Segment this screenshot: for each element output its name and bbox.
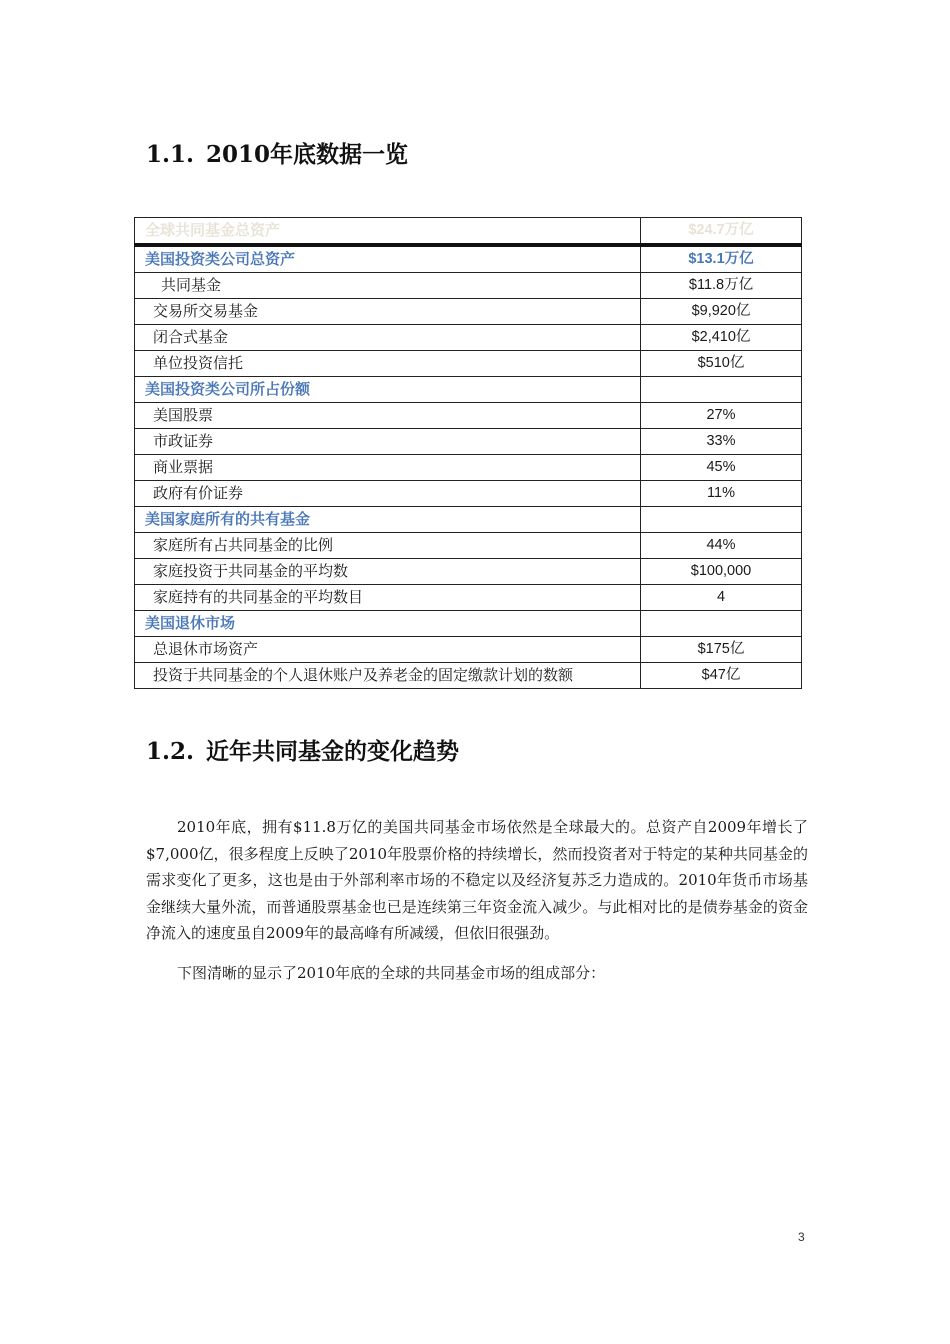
row-value — [641, 507, 802, 533]
section-title: 2010年底数据一览 — [206, 141, 409, 168]
table-row — [135, 585, 802, 611]
row-value: $2,410亿 — [641, 325, 802, 351]
table-header-row — [135, 218, 802, 246]
section-title: 近年共同基金的变化趋势 — [206, 738, 460, 765]
table-row — [135, 481, 802, 507]
page-number: 3 — [798, 1230, 805, 1244]
header-label: 全球共同基金总资产 — [135, 218, 641, 246]
table-row — [135, 559, 802, 585]
row-value: 33% — [641, 429, 802, 455]
row-value: 11% — [641, 481, 802, 507]
row-label: 美国家庭所有的共有基金 — [135, 507, 641, 533]
row-value: $9,920亿 — [641, 299, 802, 325]
body-paragraph: 下图清晰的显示了2010年底的全球的共同基金市场的组成部分： — [177, 964, 606, 982]
section-number: 1.2. — [146, 738, 195, 765]
row-label: 家庭持有的共同基金的平均数目 — [135, 585, 641, 611]
section-heading-1-1 — [146, 136, 408, 169]
row-value: $510亿 — [641, 351, 802, 377]
row-value: 4 — [641, 585, 802, 611]
row-label: 美国退休市场 — [135, 611, 641, 637]
table-row — [135, 637, 802, 663]
row-value: 45% — [641, 455, 802, 481]
row-value: $175亿 — [641, 637, 802, 663]
row-label: 投资于共同基金的个人退休账户及养老金的固定缴款计划的数额 — [135, 663, 641, 689]
row-label: 政府有价证券 — [135, 481, 641, 507]
fund-data-table — [134, 217, 802, 689]
row-label: 家庭投资于共同基金的平均数 — [135, 559, 641, 585]
table-row — [135, 429, 802, 455]
header-value: $24.7万亿 — [641, 218, 802, 246]
table-row — [135, 455, 802, 481]
row-label: 美国股票 — [135, 403, 641, 429]
row-value: $100,000 — [641, 559, 802, 585]
table-row — [135, 325, 802, 351]
row-label: 单位投资信托 — [135, 351, 641, 377]
table-row — [135, 299, 802, 325]
row-label: 共同基金 — [135, 273, 641, 299]
table-section-row — [135, 245, 802, 273]
row-value: 44% — [641, 533, 802, 559]
row-label: 家庭所有占共同基金的比例 — [135, 533, 641, 559]
table-row — [135, 663, 802, 689]
table-row — [135, 403, 802, 429]
row-label: 市政证券 — [135, 429, 641, 455]
table-row — [135, 273, 802, 299]
row-label: 美国投资类公司所占份额 — [135, 377, 641, 403]
table-row — [135, 533, 802, 559]
table-section-row — [135, 377, 802, 403]
row-value: $13.1万亿 — [641, 245, 802, 273]
body-paragraph: 2010年底，拥有$11.8万亿的美国共同基金市场依然是全球最大的。总资产自2009年增长了$7,000亿，很多程度上反映了2010年股票价格的持续增长，然而投资者对于特定的某种共同基金的需求变化了更多，这也是由于外部利率市场的不稳定以及经济复苏乏力造成的。2010年货币市场基金继续大量外流，而普通股票基金也已是连续第三年资金流入减少。与此相对比的是债券基金的资金净流入的速度虽自2009年的最高峰有所减缓，但依旧很强劲。 — [146, 818, 808, 942]
section-heading-1-2 — [146, 733, 459, 766]
row-value — [641, 611, 802, 637]
row-value: 27% — [641, 403, 802, 429]
row-label: 美国投资类公司总资产 — [135, 245, 641, 273]
row-label: 闭合式基金 — [135, 325, 641, 351]
row-label: 商业票据 — [135, 455, 641, 481]
section-number: 1.1. — [146, 141, 195, 168]
row-value: $11.8万亿 — [641, 273, 802, 299]
table-row — [135, 351, 802, 377]
row-value — [641, 377, 802, 403]
table-section-row — [135, 507, 802, 533]
table-section-row — [135, 611, 802, 637]
row-label: 总退休市场资产 — [135, 637, 641, 663]
row-label: 交易所交易基金 — [135, 299, 641, 325]
row-value: $47亿 — [641, 663, 802, 689]
